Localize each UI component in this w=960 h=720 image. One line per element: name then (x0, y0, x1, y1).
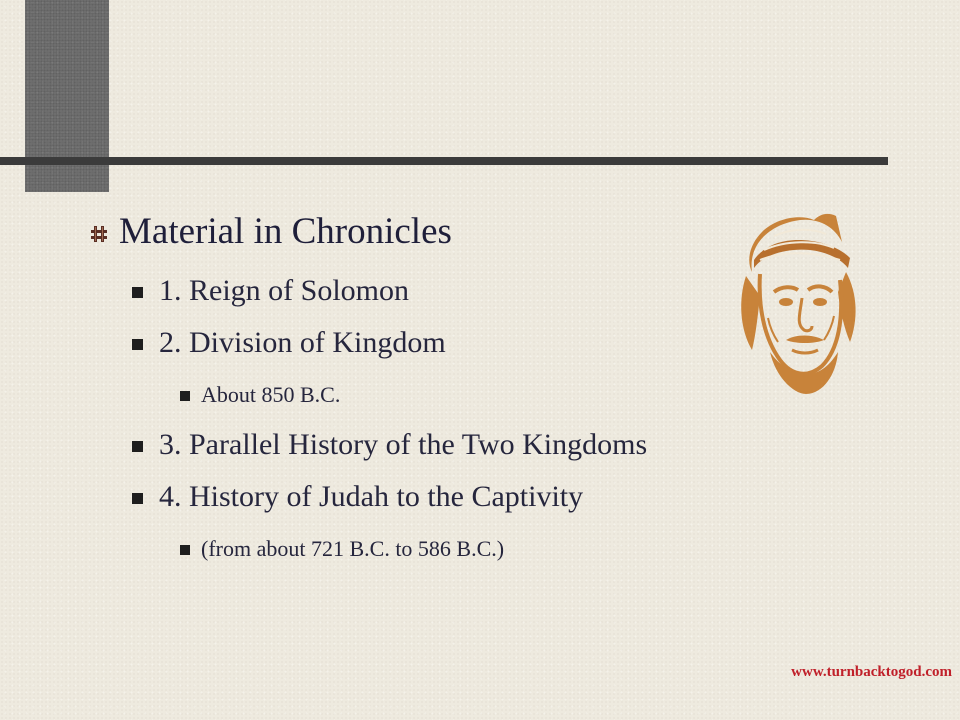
list-item (180, 536, 504, 562)
list-item-label: 3. Parallel History of the Two Kingdoms (159, 428, 648, 461)
list-item (132, 480, 583, 514)
list-item (132, 326, 446, 360)
list-item-label: About 850 B.C. (201, 382, 341, 407)
king-portrait-clipart (730, 210, 870, 396)
list-item (132, 274, 409, 308)
square-bullet-icon (132, 339, 143, 350)
heading-item (90, 210, 452, 253)
list-item-label: (from about 721 B.C. to 586 B.C.) (201, 536, 505, 561)
list-item (180, 382, 340, 408)
list-item (132, 428, 647, 462)
list-item-label: 1. Reign of Solomon (159, 274, 410, 307)
website-url[interactable]: www.turnbacktogod.com (791, 664, 952, 680)
hash-bullet-icon (90, 225, 108, 243)
square-bullet-icon (132, 287, 143, 298)
heading-text: Material in Chronicles (119, 211, 452, 252)
square-bullet-icon (132, 441, 143, 452)
list-item-label: 4. History of Judah to the Captivity (159, 480, 584, 513)
square-bullet-icon (132, 493, 143, 504)
square-bullet-icon (180, 391, 190, 401)
list-item-label: 2. Division of Kingdom (159, 326, 446, 359)
square-bullet-icon (180, 545, 190, 555)
